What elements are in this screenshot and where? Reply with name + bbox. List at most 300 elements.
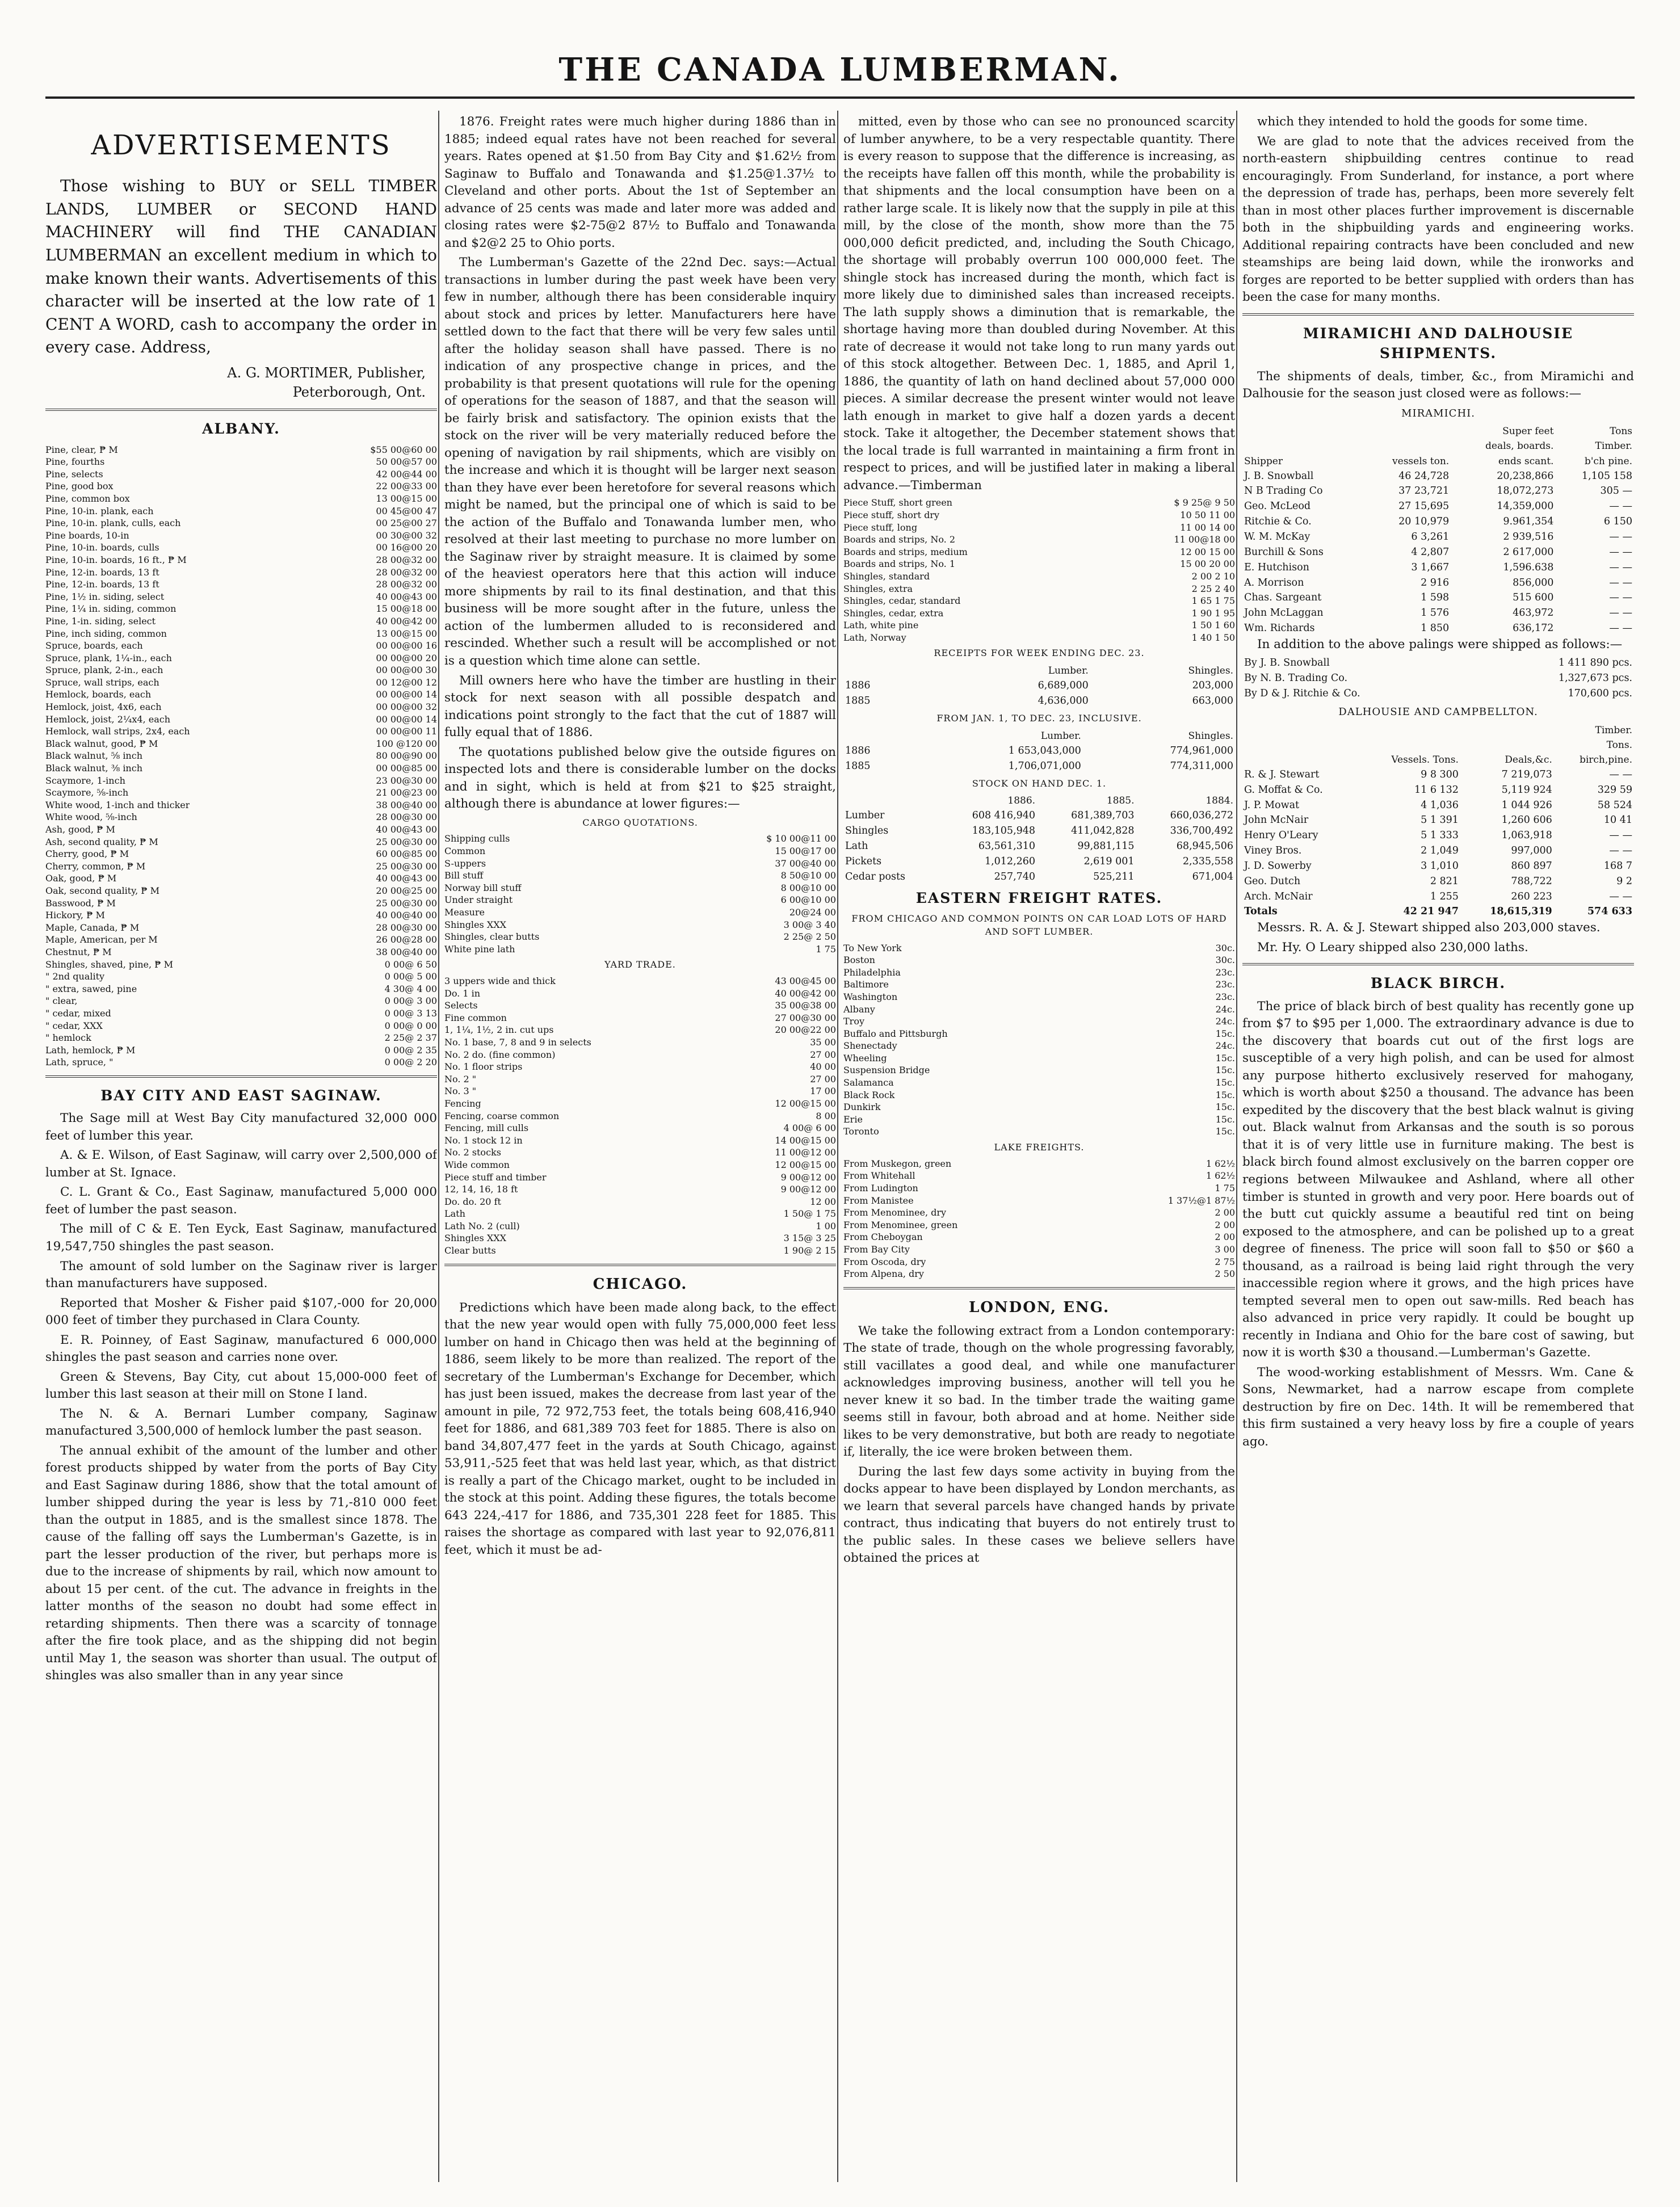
- price-value: 24c.: [1215, 1040, 1235, 1052]
- price-value: 13 00@15 00: [376, 628, 437, 639]
- price-row: [843, 1052, 1235, 1065]
- cargo-quotations: [444, 833, 836, 955]
- price-value: 0 00@ 2 35: [384, 1044, 437, 1056]
- price-row: [45, 1056, 437, 1069]
- price-row: [444, 1134, 836, 1147]
- price-value: 1 90 1 95: [1191, 607, 1235, 619]
- table-cell: Shingles: [845, 825, 889, 837]
- price-item: Cherry, common, ₱ M: [45, 860, 146, 872]
- price-item: Piece Stuff, short green: [843, 497, 952, 508]
- price-item: Fencing: [444, 1098, 481, 1109]
- price-row: [444, 1049, 836, 1061]
- table-row: [1242, 767, 1634, 783]
- price-item: Shingles, standard: [843, 570, 930, 582]
- price-row: [444, 1012, 836, 1024]
- price-value: 15 00@17 00: [775, 845, 836, 856]
- price-item: Black walnut, ⅝ inch: [45, 750, 142, 762]
- price-item: Shingles, clear butts: [444, 931, 540, 943]
- price-item: Shingles XXX: [444, 919, 506, 930]
- price-value: 3 00@ 3 40: [783, 919, 836, 930]
- price-value: 8 50@10 00: [780, 870, 836, 881]
- table-cell: Ritchie & Co.: [1244, 516, 1312, 528]
- table-cell: 4,636,000: [1038, 695, 1089, 707]
- price-item: Pine, 10-in. plank, culls, each: [45, 518, 181, 529]
- table-row: [1242, 889, 1634, 905]
- table-cell: 4 2,807: [1411, 546, 1450, 558]
- table-row: [1242, 560, 1634, 575]
- price-item: Scaymore, 1-inch: [45, 775, 125, 786]
- price-value: 2 00 2 10: [1191, 570, 1235, 582]
- price-item: Chestnut, ₱ M: [45, 946, 112, 957]
- table-cell: 860 897: [1511, 860, 1552, 872]
- table-cell: [1359, 723, 1460, 738]
- price-value: 15c.: [1215, 1126, 1235, 1137]
- price-item: Bill stuff: [444, 870, 484, 881]
- table-cell: — —: [1609, 592, 1632, 604]
- price-row: [45, 1007, 437, 1020]
- price-value: 2 00: [1215, 1207, 1235, 1218]
- table-row: [1242, 686, 1634, 701]
- table-cell: 3 1,010: [1421, 860, 1459, 872]
- price-row: [444, 1146, 836, 1159]
- price-item: Boards and strips, medium: [843, 546, 968, 557]
- price-value: 1 65 1 75: [1191, 595, 1235, 607]
- price-value: 2 25@ 2 37: [384, 1032, 437, 1044]
- price-item: Hemlock, wall strips, 2x4, each: [45, 726, 190, 737]
- paragraph: The Sage mill at West Bay City manufactured 32,000 000 feet of lumber this year.: [45, 1111, 437, 1143]
- price-value: 23 00@30 00: [376, 775, 437, 786]
- table-cell: 788,722: [1511, 875, 1552, 887]
- price-item: Hemlock, joist, 4x6, each: [45, 701, 162, 713]
- table-row: [1242, 590, 1634, 606]
- paragraph: Mill owners here who have the timber are hustling in their stock for next season with all possible despatch and indications point strongly to the fact that the cut of 1887 will fully equal that of 1886.: [444, 673, 836, 740]
- table-cell: Shingles.: [1188, 665, 1233, 677]
- london-article: [843, 1323, 1235, 1567]
- price-row: [843, 1268, 1235, 1280]
- price-item: From Manistee: [843, 1195, 914, 1206]
- price-value: 24c.: [1215, 1016, 1235, 1027]
- table-row: [1242, 874, 1634, 889]
- price-row: [444, 1208, 836, 1220]
- price-value: 28 00@30 00: [376, 812, 437, 823]
- price-item: Pine, 1¼ in. siding, common: [45, 603, 177, 615]
- column-4: [1242, 113, 1634, 1453]
- price-row: [444, 975, 836, 987]
- price-item: Maple, Canada, ₱ M: [45, 922, 140, 933]
- price-value: 26 00@28 00: [376, 934, 437, 945]
- paragraph: 1876. Freight rates were much higher during 1886 than in 1885; indeed equal rates have not been reached for several years. Rates opened at $1.50 from Bay City and $1.62½ from Saginaw to Buffalo and Tonawanda and $1.25@1.37½ to Cleveland and other ports. About the 1st of September an advance of 25 cents was made and later more was added and closing rates were $2-75@2 87½ to Buffalo and Tonawanda and $2@2 25 to Ohio ports.: [444, 115, 836, 250]
- price-row: [843, 583, 1235, 595]
- table-cell: 574 633: [1587, 906, 1632, 918]
- table-cell: Timber.: [1595, 724, 1632, 736]
- price-row: [45, 480, 437, 493]
- stock-table: [843, 793, 1235, 884]
- price-item: White pine lath: [444, 943, 515, 955]
- price-row: [843, 509, 1235, 522]
- price-item: Pine, 10-in. plank, each: [45, 505, 154, 516]
- price-row: [45, 493, 437, 505]
- price-value: 40 00@40 00: [376, 910, 437, 921]
- price-item: S-uppers: [444, 857, 486, 869]
- table-cell: 203,000: [1192, 680, 1233, 692]
- table-cell: [1363, 439, 1451, 453]
- bay-title: BAY CITY AND EAST SAGINAW.: [100, 1087, 382, 1104]
- table-row: [1242, 798, 1634, 813]
- table-cell: Burchill & Sons: [1244, 546, 1324, 558]
- price-row: [45, 836, 437, 848]
- price-value: 23c.: [1215, 966, 1235, 978]
- price-row: [843, 1101, 1235, 1113]
- freight-title: EASTERN FREIGHT RATES.: [915, 889, 1163, 906]
- london-continued: [1242, 113, 1634, 306]
- price-value: 4 30@ 4 00: [384, 983, 437, 994]
- price-value: 1 90@ 2 15: [783, 1245, 836, 1256]
- price-item: Ash, good, ₱ M: [45, 824, 115, 835]
- table-cell: Shingles.: [1188, 730, 1233, 742]
- price-item: Spruce, wall strips, each: [45, 676, 159, 688]
- price-row: [45, 628, 437, 640]
- ads-title: ADVERTISEMENTS: [91, 129, 392, 161]
- price-value: 8 00@10 00: [780, 882, 836, 893]
- price-item: White wood, 1-inch and thicker: [45, 799, 190, 810]
- table-cell: 46 24,728: [1398, 470, 1450, 482]
- price-value: 42 00@44 00: [376, 468, 437, 480]
- table-cell: 1,012,260: [984, 855, 1036, 867]
- price-row: [444, 1036, 836, 1049]
- table-cell: 1885: [845, 695, 871, 707]
- price-item: Troy: [843, 1016, 864, 1027]
- table-cell: [843, 793, 938, 808]
- yard-trade: [444, 975, 836, 1257]
- price-row: [444, 1073, 836, 1086]
- price-row: [45, 676, 437, 689]
- price-item: No. 2 do. (fine common): [444, 1049, 556, 1060]
- albany-title: ALBANY.: [202, 421, 280, 438]
- table-cell: Wm. Richards: [1244, 623, 1315, 634]
- price-row: [444, 1220, 836, 1233]
- price-value: 1 50 1 60: [1191, 620, 1235, 631]
- table-cell: [1242, 753, 1359, 767]
- table-cell: [843, 663, 929, 678]
- price-value: 00 30@00 32: [376, 529, 437, 541]
- price-item: Lath No. 2 (cull): [444, 1220, 520, 1231]
- ads-signature: [45, 364, 426, 402]
- table-cell: J. B. Snowball: [1244, 470, 1314, 482]
- price-item: 3 uppers wide and thick: [444, 976, 556, 986]
- price-value: 28 00@30 00: [376, 922, 437, 933]
- table-cell: Cedar posts: [845, 871, 906, 882]
- table-row: [1242, 469, 1634, 484]
- price-row: [45, 823, 437, 836]
- price-value: 2 00: [1215, 1231, 1235, 1243]
- price-item: Philadelphia: [843, 966, 901, 978]
- price-value: 20 00@22 00: [775, 1024, 836, 1036]
- table-cell: 1 411 890 pcs.: [1558, 657, 1632, 669]
- table-cell: 6 3,261: [1411, 531, 1450, 543]
- price-row: [45, 725, 437, 738]
- price-value: 23c.: [1215, 979, 1235, 990]
- price-row: [843, 619, 1235, 632]
- price-item: Norway bill stuff: [444, 882, 522, 893]
- price-item: No. 1 stock 12 in: [444, 1134, 523, 1146]
- table-row: [843, 869, 1235, 885]
- table-cell: 1,105 158: [1581, 470, 1632, 482]
- table-cell: Super feet: [1502, 426, 1554, 438]
- table-row: [843, 808, 1235, 823]
- price-item: Hemlock, joist, 2¼x4, each: [45, 713, 171, 725]
- london-title: LONDON, ENG.: [968, 1298, 1110, 1316]
- price-item: " extra, sawed, pine: [45, 983, 137, 994]
- price-row: [45, 603, 437, 615]
- column-1: [45, 113, 437, 1687]
- table-cell: 6 150: [1603, 516, 1632, 528]
- price-row: [444, 1171, 836, 1184]
- table-cell: 18,615,319: [1490, 906, 1552, 918]
- price-item: Shipping culls: [444, 833, 510, 844]
- table-cell: 68,945,506: [1176, 840, 1233, 852]
- price-value: 50 00@57 00: [376, 456, 437, 468]
- price-item: No. 2 stocks: [444, 1147, 501, 1158]
- price-value: 1 50@ 1 75: [783, 1208, 836, 1220]
- table-cell: ends scant.: [1498, 455, 1554, 467]
- table-cell: 2,335,558: [1182, 855, 1233, 867]
- table-cell: 1 598: [1421, 592, 1450, 604]
- bay-article: [45, 1110, 437, 1685]
- price-value: 35 00: [810, 1036, 836, 1048]
- price-item: From Menominee, green: [843, 1219, 958, 1230]
- column-3: [843, 113, 1235, 1570]
- price-value: 24c.: [1215, 1003, 1235, 1015]
- table-cell: 2 939,516: [1503, 531, 1554, 543]
- price-value: 6 00@10 00: [780, 894, 836, 906]
- price-row: [45, 775, 437, 787]
- price-row: [843, 1170, 1235, 1182]
- price-value: 1 75: [816, 943, 836, 955]
- price-value: 12 00: [810, 1196, 836, 1207]
- price-value: 28 00@32 00: [376, 579, 437, 590]
- price-row: [843, 1125, 1235, 1138]
- price-item: Ash, second quality, ₱ M: [45, 836, 158, 847]
- table-cell: 1886: [845, 745, 871, 756]
- table-cell: G. Moffat & Co.: [1244, 784, 1323, 796]
- price-value: 00 00@00 14: [376, 713, 437, 725]
- price-value: 30c.: [1215, 955, 1235, 966]
- price-item: Wide common: [444, 1159, 510, 1170]
- price-value: 00 16@00 20: [376, 542, 437, 553]
- table-cell: 411,042,828: [1071, 825, 1135, 837]
- price-value: 35 00@38 00: [775, 1000, 836, 1011]
- table-cell: 170,600 pcs.: [1568, 688, 1632, 700]
- price-item: Scaymore, ⅝-inch: [45, 787, 129, 798]
- price-value: 28 00@32 00: [376, 566, 437, 578]
- table-cell: 99,881,115: [1077, 840, 1135, 852]
- table-cell: — —: [1609, 845, 1632, 857]
- price-row: [843, 1089, 1235, 1102]
- table-row: [843, 854, 1235, 869]
- dalhousie-subtitle: DALHOUSIE AND CAMPBELLTON.: [1338, 705, 1538, 718]
- paragraph: Reported that Mosher & Fisher paid $107,-000 for 20,000 000 feet of timber they purchased in Clara County.: [45, 1296, 437, 1328]
- table-header-row: [1242, 738, 1634, 753]
- from-title: FROM JAN. 1, TO DEC. 23, INCLUSIVE.: [936, 713, 1142, 724]
- table-header-row: [1242, 424, 1634, 439]
- price-value: 37 00@40 00: [775, 857, 836, 869]
- table-cell: A. Morrison: [1244, 577, 1304, 588]
- price-value: 2 25 2 40: [1191, 583, 1235, 594]
- table-cell: [1242, 723, 1359, 738]
- paragraph: C. L. Grant & Co., East Saginaw, manufactured 5,000 000 feet of lumber the past season.: [45, 1185, 437, 1217]
- price-value: 80 00@90 00: [376, 750, 437, 762]
- table-cell: Lumber.: [1040, 730, 1081, 742]
- price-value: $ 10 00@11 00: [766, 833, 836, 844]
- table-cell: 856,000: [1513, 577, 1554, 588]
- price-item: From Alpena, dry: [843, 1268, 924, 1280]
- price-item: Washington: [843, 991, 898, 1002]
- table-cell: 5 1 333: [1421, 830, 1459, 842]
- price-row: [444, 869, 836, 882]
- price-item: Fencing, mill culls: [444, 1123, 529, 1134]
- table-row: [1242, 813, 1634, 828]
- table-row: [843, 759, 1235, 774]
- price-item: Cherry, good, ₱ M: [45, 848, 129, 860]
- paragraph: We are glad to note that the advices received from the north-eastern shipbuilding centres continue to read encouragingly. From Sunderland, for instance, a port where the depression of trade has, perhaps, been more severely felt than in most other places further improvement is discernable both in the shipbuilding yards and engineering works. Additional repairing contracts have been concluded and new steamships are being laid down, while the ironworks and forges are reported to be better supplied with orders than has been the case for many months.: [1242, 134, 1634, 305]
- dalhousie-notes: [1242, 919, 1634, 956]
- receipts-table: [843, 663, 1235, 709]
- price-value: 12 00@15 00: [775, 1159, 836, 1170]
- price-item: No. 1 base, 7, 8 and 9 in selects: [444, 1036, 591, 1048]
- price-value: 15c.: [1215, 1102, 1235, 1113]
- price-row: [444, 999, 836, 1012]
- miramichi-intro: The shipments of deals, timber, &c., from Miramichi and Dalhousie for the season just closed were as follows:—: [1242, 369, 1634, 401]
- price-row: [45, 762, 437, 775]
- table-cell: 183,105,948: [972, 825, 1036, 837]
- table-cell: Pickets: [845, 855, 882, 867]
- table-cell: 58 524: [1597, 799, 1632, 811]
- price-value: 15c.: [1215, 1089, 1235, 1100]
- section-divider: [45, 409, 437, 411]
- table-row: [1242, 859, 1634, 874]
- table-cell: — —: [1609, 768, 1632, 780]
- ads-location: Peterborough, Ont.: [292, 384, 426, 400]
- price-item: Piece stuff and timber: [444, 1171, 547, 1183]
- price-row: [45, 688, 437, 701]
- price-value: 40 00@43 00: [376, 873, 437, 884]
- price-item: No. 1 floor strips: [444, 1061, 523, 1073]
- price-item: Spruce, boards, each: [45, 640, 143, 651]
- table-header-row: [843, 729, 1235, 743]
- price-value: 1 00: [816, 1220, 836, 1231]
- freight-rates: [843, 942, 1235, 1138]
- price-value: 00 25@00 27: [376, 518, 437, 529]
- palings-table: [1242, 655, 1634, 701]
- price-item: Hickory, ₱ M: [45, 910, 105, 921]
- table-cell: 515 600: [1513, 592, 1554, 604]
- paragraph: E. R. Poinney, of East Saginaw, manufactured 6 000,000 shingles the past season and carries none over.: [45, 1332, 437, 1365]
- price-value: 0 00@ 5 00: [384, 971, 437, 982]
- price-item: Shingles, shaved, pine, ₱ M: [45, 959, 173, 970]
- table-cell: 9.961,354: [1503, 516, 1554, 528]
- price-value: 38 00@40 00: [376, 946, 437, 957]
- table-cell: 525,211: [1093, 871, 1135, 882]
- price-row: [45, 970, 437, 983]
- from-table: [843, 729, 1235, 774]
- table-row: [1242, 621, 1634, 636]
- price-item: Boards and strips, No. 2: [843, 534, 956, 545]
- price-item: Pine, selects: [45, 468, 103, 480]
- table-cell: Lumber.: [1048, 665, 1089, 677]
- table-cell: Tons.: [1606, 739, 1632, 751]
- price-item: Common: [444, 845, 486, 856]
- table-cell: John McNair: [1244, 814, 1309, 826]
- black-birch-article: [1242, 998, 1634, 1451]
- table-cell: 1 576: [1421, 607, 1450, 619]
- ads-body: Those wishing to BUY or SELL TIMBER LANDS, LUMBER or SECOND HAND MACHINERY will find THE CANADIAN LUMBERMAN an excellent medium in which to make known their wants. Advertisements of this character will be inserted at the low rate of 1 CENT A WORD, cash to accompany the order in every case. Address,: [45, 176, 437, 357]
- price-item: Pine, fourths: [45, 456, 105, 468]
- price-value: 25 00@30 00: [376, 897, 437, 909]
- price-row: [444, 1061, 836, 1073]
- table-cell: 5 1 391: [1421, 814, 1459, 826]
- table-cell: 1 044 926: [1501, 799, 1552, 811]
- price-item: Lath, spruce, ": [45, 1057, 114, 1068]
- price-item: No. 3 ": [444, 1086, 477, 1097]
- price-row: [843, 1158, 1235, 1170]
- price-item: Wheeling: [843, 1052, 887, 1063]
- table-cell: 663,000: [1192, 695, 1233, 707]
- table-cell: 305 —: [1600, 485, 1632, 497]
- table-cell: John McLaggan: [1244, 607, 1324, 619]
- price-row: [843, 966, 1235, 979]
- price-value: 1 75: [1215, 1182, 1235, 1193]
- table-cell: 774,311,000: [1170, 760, 1233, 772]
- price-value: 40 00@42 00: [376, 615, 437, 627]
- price-row: [444, 882, 836, 894]
- paragraph: During the last few days some activity in buying from the docks appear to have been displayed by London merchants, as we learn that several parcels have changed hands by private contract, thus indicating that buyers do not entirely trust to the public sales. In these cases we believe sellers have obtained the prices at: [843, 1464, 1235, 1566]
- price-value: 00 45@00 47: [376, 505, 437, 516]
- table-row: [843, 743, 1235, 759]
- table-cell: Geo. Dutch: [1244, 875, 1301, 887]
- price-value: 00 12@00 12: [376, 676, 437, 688]
- section-divider: [843, 1287, 1235, 1289]
- chicago-title: CHICAGO.: [593, 1275, 688, 1293]
- table-cell: 1886: [845, 680, 871, 692]
- table-row: [1242, 783, 1634, 798]
- price-row: [45, 578, 437, 591]
- table-row: [1242, 606, 1634, 621]
- table-cell: [843, 729, 909, 743]
- table-cell: J. P. Mowat: [1244, 799, 1300, 811]
- ads-publisher: A. G. MORTIMER, Publisher,: [227, 364, 426, 381]
- price-row: [45, 922, 437, 934]
- table-cell: Vessels. Tons.: [1391, 754, 1459, 766]
- table-row: [843, 693, 1235, 709]
- table-cell: 1885.: [1106, 795, 1135, 807]
- price-value: 2 00: [1215, 1219, 1235, 1230]
- table-cell: 27 15,695: [1398, 501, 1450, 512]
- price-row: [843, 1243, 1235, 1256]
- table-cell: Lumber: [845, 810, 885, 822]
- price-row: [843, 1195, 1235, 1207]
- section-divider: [45, 1075, 437, 1078]
- table-cell: 3 1,667: [1411, 561, 1450, 573]
- lake-title: LAKE FREIGHTS.: [994, 1142, 1085, 1153]
- price-item: " clear,: [45, 995, 78, 1007]
- price-row: [444, 894, 836, 906]
- table-cell: By N. B. Trading Co.: [1244, 672, 1348, 684]
- table-cell: 6,689,000: [1038, 680, 1089, 692]
- price-row: [843, 978, 1235, 991]
- table-cell: 1885: [845, 760, 871, 772]
- price-row: [444, 906, 836, 919]
- price-item: Baltimore: [843, 979, 889, 990]
